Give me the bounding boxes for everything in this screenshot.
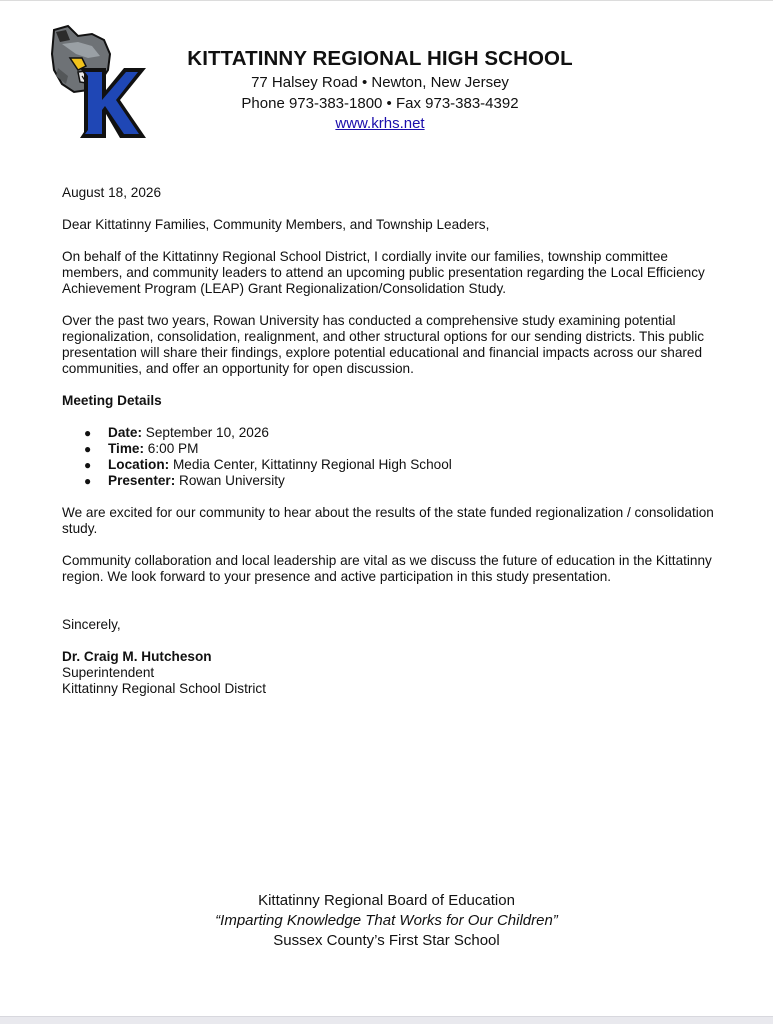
signer-organization: Kittatinny Regional School District [62,681,266,696]
letter-paragraph-3: We are excited for our community to hear about the results of the state funded regionalization / consolidation study. [62,505,714,536]
meeting-details-heading: Meeting Details [62,393,162,408]
detail-presenter [84,473,722,489]
letter-paragraph-4: Community collaboration and local leadership are vital as we discuss the future of education in the Kittatinny region. We look forward to your presence and active participation in this study presentation. [62,553,712,584]
detail-value: September 10, 2026 [145,425,269,440]
detail-value: 6:00 PM [147,441,199,456]
bullet-icon: ● [84,474,92,488]
detail-date [84,425,722,441]
detail-label: Location: [108,457,170,472]
letter-footer [0,891,773,951]
bullet-icon: ● [84,442,92,456]
school-name: KITTATINNY REGIONAL HIGH SCHOOL [187,47,573,70]
detail-label: Time: [108,441,145,456]
letter-paragraph-1: On behalf of the Kittatinny Regional School District, I cordially invite our families, township committee members, and community leaders to attend an upcoming public presentation regarding the Local Efficiency Achievement Program (LEAP) Grant Regionalization/Consolidation Study. [62,249,705,296]
letter-closing: Sincerely, [62,617,121,632]
school-website-link[interactable]: www.krhs.net [335,115,425,132]
cougar-k-logo-icon [48,24,148,140]
letter-date: August 18, 2026 [62,185,162,200]
detail-time [84,441,722,457]
footer-board-name: Kittatinny Regional Board of Education [258,892,515,909]
bullet-icon: ● [84,458,92,472]
detail-label: Date: [108,425,142,440]
letter-greeting: Dear Kittatinny Families, Community Members, and Township Leaders, [62,217,490,232]
signer-title: Superintendent [62,665,155,680]
top-border [0,0,773,1]
bullet-icon: ● [84,426,92,440]
letter-body [62,185,722,697]
school-phone-fax: Phone 973-383-1800 • Fax 973-383-4392 [241,95,519,112]
detail-label: Presenter: [108,473,176,488]
letterhead [150,46,610,134]
school-address: 77 Halsey Road • Newton, New Jersey [251,74,509,91]
letter-paragraph-2: Over the past two years, Rowan University has conducted a comprehensive study examining potential regionalization, consolidation, realignment, and other structural options for our sending districts. This public presentation will share their findings, explore potential educational and financial impacts across our shared communities, and offer an opportunity for open discussion. [62,313,705,376]
detail-location [84,457,722,473]
detail-value: Rowan University [179,473,285,488]
signer-name: Dr. Craig M. Hutcheson [62,649,212,664]
footer-motto: “Imparting Knowledge That Works for Our Children” [215,912,558,929]
meeting-details-list [62,425,722,489]
footer-tagline: Sussex County’s First Star School [273,932,500,949]
detail-value: Media Center, Kittatinny Regional High School [172,457,452,472]
